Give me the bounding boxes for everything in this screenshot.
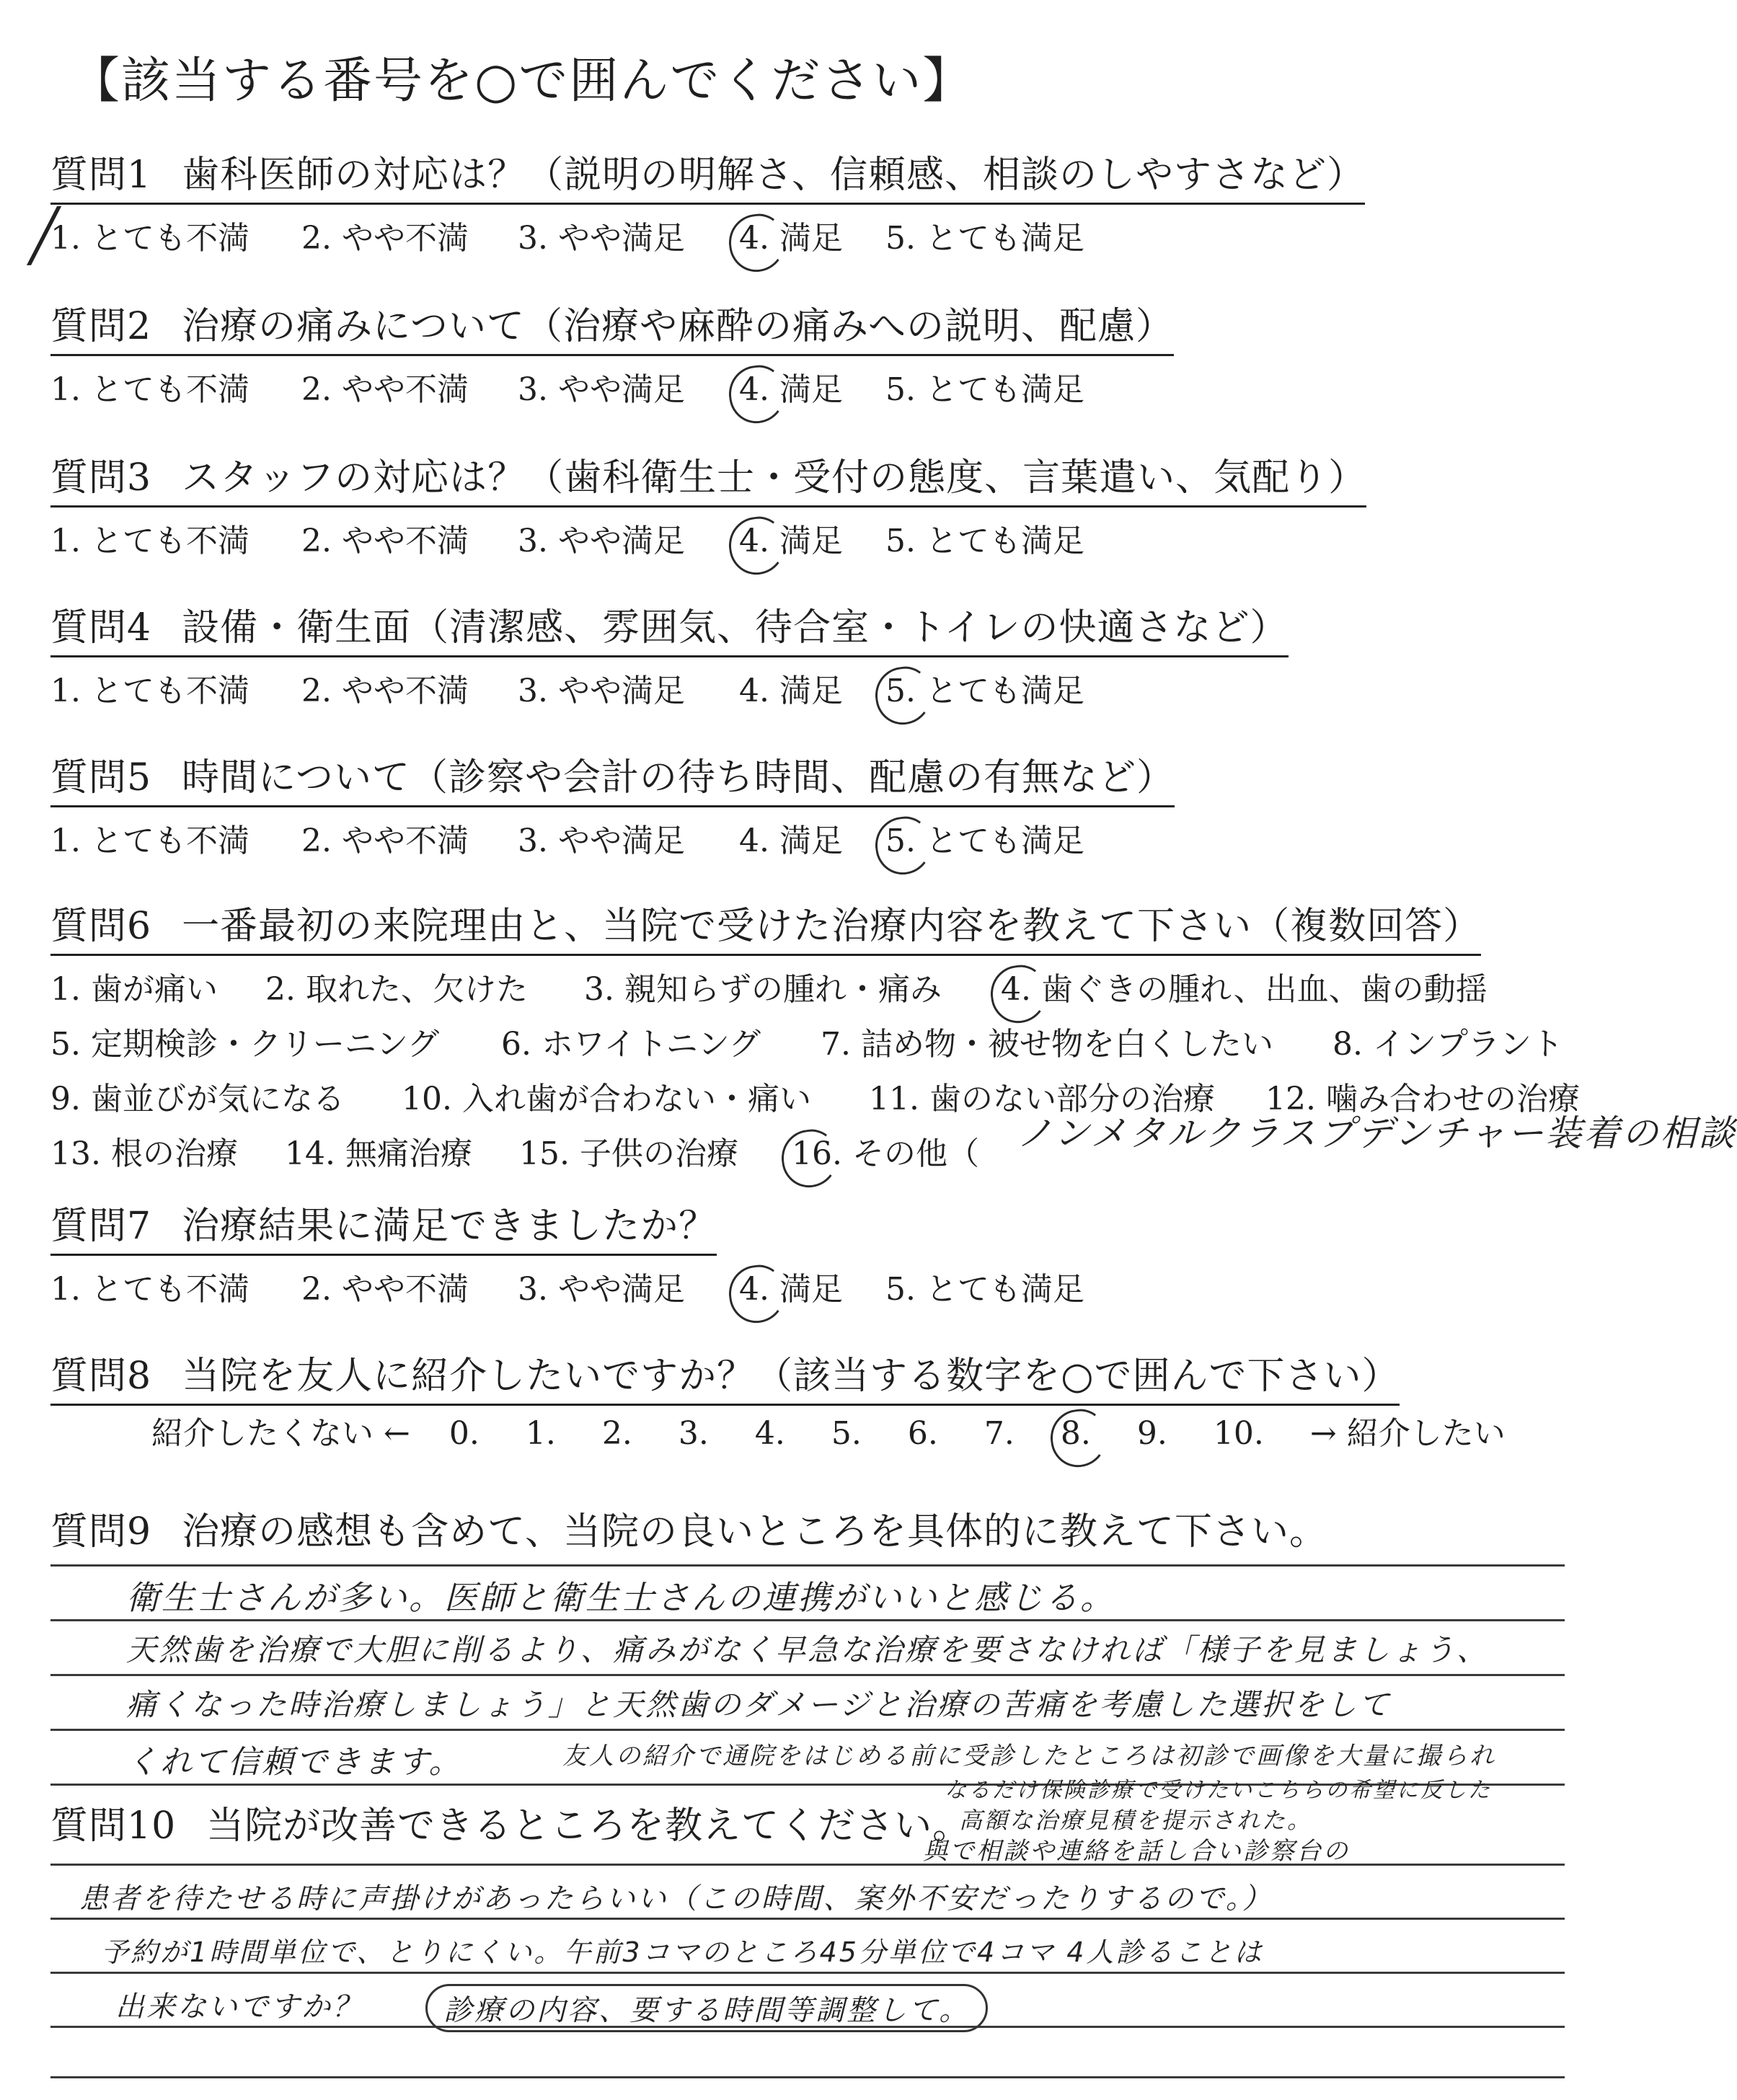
option-3[interactable]: 3. やや満足 bbox=[518, 220, 685, 257]
option-3[interactable]: 3. やや満足 bbox=[518, 823, 685, 859]
strike-mark: ╱ bbox=[29, 206, 62, 265]
nps-10[interactable]: 10. bbox=[1213, 1415, 1264, 1452]
question-text: 治療の感想も含めて、当院の良いところを具体的に教えて下さい。 bbox=[182, 1510, 1328, 1554]
q9-answer-line-8: 與で相談や連絡を話し合い診察台の bbox=[923, 1837, 1350, 1866]
q6-option-7[interactable]: 7. 詰め物・被せ物を白くしたい bbox=[821, 1026, 1273, 1063]
option-2[interactable]: 2. やや不満 bbox=[301, 523, 469, 559]
nps-6[interactable]: 6. bbox=[907, 1415, 938, 1452]
nps-right-label: → 紹介したい bbox=[1309, 1415, 1506, 1452]
q10-answer-line-2: 予約が1時間単位で、とりにくい。午前3コマのところ45分単位で4コマ 4人診ることは bbox=[101, 1936, 1264, 1968]
nps-2[interactable]: 2. bbox=[601, 1415, 632, 1452]
question-number: 質問2 bbox=[50, 305, 152, 348]
options-row bbox=[50, 515, 1622, 561]
q6-option-2[interactable]: 2. 取れた、欠けた bbox=[265, 971, 528, 1008]
question-9-title bbox=[50, 1501, 1327, 1559]
question-text: スタッフの対応は？（歯科衛生士・受付の態度、言葉遣い、気配り） bbox=[182, 456, 1367, 500]
q6-option-4-selected[interactable]: 4. 歯ぐきの腫れ、出血、歯の動揺 bbox=[1001, 971, 1488, 1008]
answer-line bbox=[50, 1619, 1565, 1621]
q9-answer-line-2: 天然歯を治療で大胆に削るより、痛みがなく早急な治療を要さなければ「様子を見ましょう、 bbox=[126, 1632, 1490, 1667]
option-2[interactable]: 2. やや不満 bbox=[301, 1271, 469, 1308]
options-row-2 bbox=[50, 1018, 1622, 1065]
question-2 bbox=[50, 296, 1622, 409]
question-9 bbox=[50, 1501, 1622, 1559]
q9-answer-line-5: 友人の紹介で通院をはじめる前に受診したところは初診で画像を大量に撮られ bbox=[562, 1742, 1496, 1771]
answer-line bbox=[50, 1564, 1565, 1567]
option-1[interactable]: 1. とても不満 bbox=[50, 220, 249, 257]
options-row bbox=[50, 665, 1622, 711]
nps-3[interactable]: 3. bbox=[678, 1415, 709, 1452]
option-1[interactable]: 1. とても不満 bbox=[50, 1271, 249, 1308]
question-text: 当院を友人に紹介したいですか？（該当する数字を○で囲んで下さい） bbox=[182, 1355, 1400, 1398]
option-5[interactable]: 5. とても満足 bbox=[885, 371, 1084, 408]
q9-answer-line-1: 衛生士さんが多い。医師と衛生士さんの連携がいいと感じる。 bbox=[126, 1578, 1115, 1617]
question-8 bbox=[50, 1345, 1622, 1406]
option-4-selected[interactable]: 4. 満足 bbox=[739, 220, 843, 257]
question-7-title bbox=[50, 1195, 717, 1256]
options-row bbox=[50, 815, 1622, 861]
option-2[interactable]: 2. やや不満 bbox=[301, 823, 469, 859]
question-number: 質問1 bbox=[50, 154, 152, 197]
question-8-title bbox=[50, 1345, 1400, 1406]
option-5-selected[interactable]: 5. とても満足 bbox=[885, 823, 1084, 859]
option-1[interactable]: 1. とても不満 bbox=[50, 523, 249, 559]
option-4-selected[interactable]: 4. 満足 bbox=[739, 371, 843, 408]
option-2[interactable]: 2. やや不満 bbox=[301, 371, 469, 408]
option-1[interactable]: 1. とても不満 bbox=[50, 673, 249, 709]
question-text: 一番最初の来院理由と、当院で受けた治療内容を教えて下さい（複数回答） bbox=[182, 905, 1482, 948]
question-6-title bbox=[50, 895, 1481, 956]
nps-8-selected[interactable]: 8. bbox=[1061, 1415, 1127, 1452]
nps-scale bbox=[151, 1407, 1506, 1453]
question-1 bbox=[50, 144, 1622, 258]
question-number: 質問7 bbox=[50, 1205, 152, 1248]
question-5-title bbox=[50, 747, 1175, 807]
q9-answer-line-4: くれて信頼できます。 bbox=[126, 1744, 463, 1781]
option-1[interactable]: 1. とても不満 bbox=[50, 823, 249, 859]
option-4-selected[interactable]: 4. 満足 bbox=[739, 1271, 843, 1308]
question-text: 設備・衛生面（清潔感、雰囲気、待合室・トイレの快適さなど） bbox=[182, 606, 1289, 650]
q6-option-12[interactable]: 12. 噛み合わせの治療 bbox=[1265, 1081, 1580, 1117]
question-number: 質問4 bbox=[50, 606, 152, 650]
q6-option-11[interactable]: 11. 歯のない部分の治療 bbox=[869, 1081, 1215, 1117]
nps-9[interactable]: 9. bbox=[1136, 1415, 1167, 1452]
answer-line bbox=[50, 1918, 1565, 1920]
q6-option-10[interactable]: 10. 入れ歯が合わない・痛い bbox=[402, 1081, 811, 1117]
option-3[interactable]: 3. やや満足 bbox=[518, 523, 685, 559]
option-2[interactable]: 2. やや不満 bbox=[301, 673, 469, 709]
nps-left-label: 紹介したくない ← bbox=[151, 1415, 410, 1452]
question-5 bbox=[50, 747, 1622, 861]
q6-option-1[interactable]: 1. 歯が痛い bbox=[50, 971, 218, 1008]
question-10-title bbox=[50, 1795, 971, 1853]
nps-0[interactable]: 0. bbox=[448, 1415, 479, 1452]
q6-option-5[interactable]: 5. 定期検診・クリーニング bbox=[50, 1026, 440, 1063]
q10-answer-line-4-circled: 診療の内容、要する時間等調整して。 bbox=[425, 1984, 988, 2032]
question-number: 質問3 bbox=[50, 456, 152, 500]
q6-option-13[interactable]: 13. 根の治療 bbox=[50, 1135, 238, 1172]
q9-answer-line-3: 痛くなった時治療しましょう」と天然歯のダメージと治療の苦痛を考慮した選択をして bbox=[126, 1687, 1392, 1722]
nps-7[interactable]: 7. bbox=[984, 1415, 1015, 1452]
option-4[interactable]: 4. 満足 bbox=[739, 673, 843, 709]
question-4 bbox=[50, 597, 1622, 711]
q6-option-14[interactable]: 14. 無痛治療 bbox=[285, 1135, 472, 1172]
answer-line bbox=[50, 1674, 1565, 1676]
option-4-selected[interactable]: 4. 満足 bbox=[739, 523, 843, 559]
q6-other-answer: ノンメタルクラスプデンチャー装着の相談 bbox=[1017, 1112, 1737, 1154]
q6-option-3[interactable]: 3. 親知らずの腫れ・痛み bbox=[584, 971, 942, 1008]
options-row bbox=[50, 1263, 1622, 1309]
options-row-1 bbox=[50, 963, 1622, 1011]
question-3-title bbox=[50, 447, 1366, 508]
question-3 bbox=[50, 447, 1622, 561]
question-7 bbox=[50, 1195, 1622, 1309]
option-5-selected[interactable]: 5. とても満足 bbox=[885, 673, 1084, 709]
option-3[interactable]: 3. やや満足 bbox=[518, 371, 685, 408]
q6-option-9[interactable]: 9. 歯並びが気になる bbox=[50, 1081, 345, 1117]
question-number: 質問5 bbox=[50, 756, 152, 799]
option-2[interactable]: 2. やや不満 bbox=[301, 220, 469, 257]
answer-line bbox=[50, 1729, 1565, 1731]
question-number: 質問8 bbox=[50, 1355, 152, 1398]
question-1-title bbox=[50, 144, 1365, 205]
question-text: 当院が改善できるところを教えてください。 bbox=[206, 1804, 971, 1848]
option-4[interactable]: 4. 満足 bbox=[739, 823, 843, 859]
question-10 bbox=[50, 1795, 1622, 1853]
answer-line bbox=[50, 1972, 1565, 1974]
q6-option-8[interactable]: 8. インプラント bbox=[1332, 1026, 1563, 1063]
q10-answer-line-3: 出来ないですか？ bbox=[115, 1990, 363, 2024]
q6-option-6[interactable]: 6. ホワイトニング bbox=[501, 1026, 761, 1063]
option-3[interactable]: 3. やや満足 bbox=[518, 673, 685, 709]
answer-line bbox=[50, 1864, 1565, 1866]
page-title: 【該当する番号を○で囲んでください】 bbox=[71, 53, 973, 110]
answer-line bbox=[50, 2076, 1565, 2078]
options-row bbox=[50, 212, 1622, 258]
question-number: 質問10 bbox=[50, 1804, 177, 1848]
option-5[interactable]: 5. とても満足 bbox=[885, 1271, 1084, 1308]
q9-answer-line-6: なるだけ保険診療で受けたいこちらの希望に反した bbox=[945, 1778, 1492, 1803]
question-text: 時間について（診察や会計の待ち時間、配慮の有無など） bbox=[182, 756, 1175, 799]
question-2-title bbox=[50, 296, 1174, 356]
nps-4[interactable]: 4. bbox=[754, 1415, 785, 1452]
q9-answer-line-7: 高額な治療見積を提示された。 bbox=[959, 1807, 1313, 1834]
question-4-title bbox=[50, 597, 1289, 657]
nps-5[interactable]: 5. bbox=[831, 1415, 862, 1452]
question-number: 質問6 bbox=[50, 905, 152, 948]
q6-option-15[interactable]: 15. 子供の治療 bbox=[519, 1135, 738, 1172]
question-text: 歯科医師の対応は？（説明の明解さ、信頼感、相談のしやすさなど） bbox=[182, 154, 1366, 197]
question-text: 治療の痛みについて（治療や麻酔の痛みへの説明、配慮） bbox=[182, 305, 1175, 348]
question-text: 治療結果に満足できましたか？ bbox=[182, 1205, 717, 1248]
options-row bbox=[50, 363, 1622, 409]
option-1[interactable]: 1. とても不満 bbox=[50, 371, 249, 408]
option-5[interactable]: 5. とても満足 bbox=[885, 220, 1084, 257]
option-3[interactable]: 3. やや満足 bbox=[518, 1271, 685, 1308]
option-5[interactable]: 5. とても満足 bbox=[885, 523, 1084, 559]
q10-answer-line-1: 患者を待たせる時に声掛けがあったらいい（この時間、案外不安だったりするので。） bbox=[79, 1882, 1273, 1915]
nps-1[interactable]: 1. bbox=[525, 1415, 556, 1452]
q6-option-16-selected[interactable]: 16. その他（ bbox=[792, 1135, 979, 1172]
question-number: 質問9 bbox=[50, 1510, 152, 1554]
